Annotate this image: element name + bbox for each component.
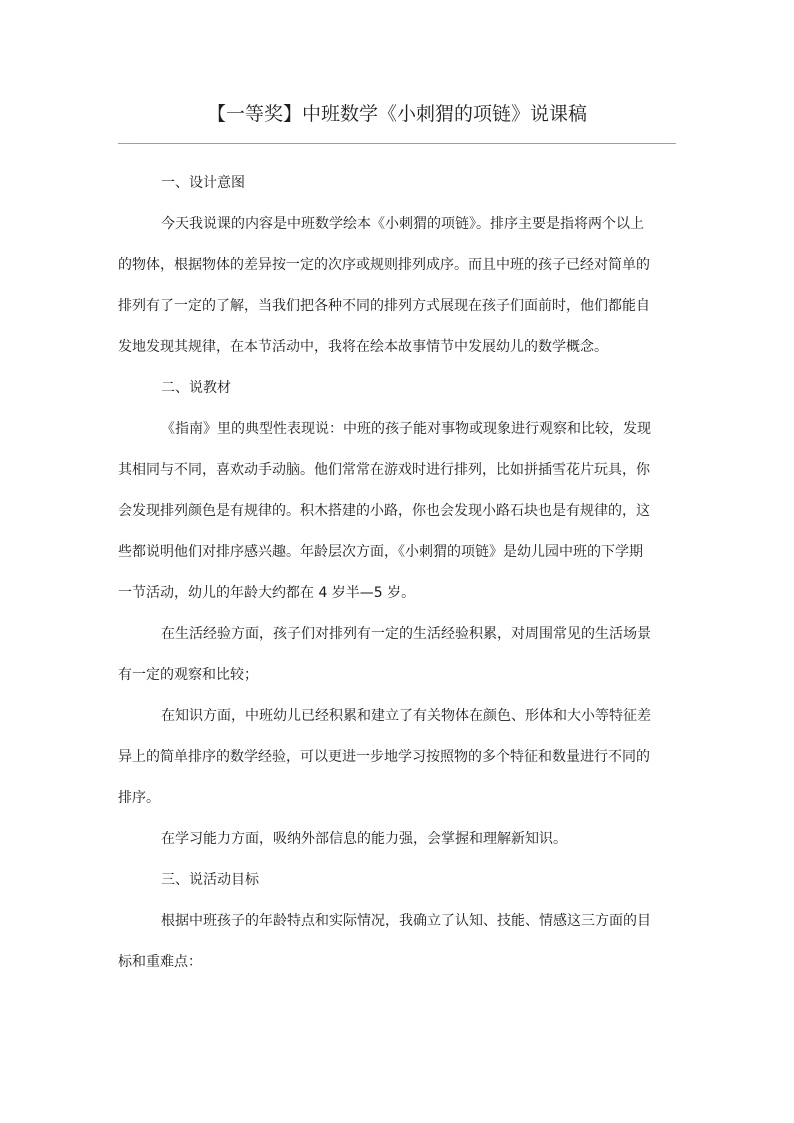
text-line: 的物体，根据物体的差异按一定的次序或规则排列成序。而且中班的孩子已经对简单的 <box>118 257 650 273</box>
document-body <box>118 163 678 983</box>
section-heading <box>118 163 678 204</box>
section-heading <box>118 860 678 901</box>
paragraph <box>118 409 678 614</box>
text-line: 标和重难点： <box>118 954 202 970</box>
title-divider <box>118 143 676 144</box>
text-line: 发地发现其规律，在本节活动中，我将在绘本故事情节中发展幼儿的数学概念。 <box>118 339 608 355</box>
text-line: 根据中班孩子的年龄特点和实际情况，我确立了认知、技能、情感这三方面的目 <box>161 913 651 929</box>
text-line: 排列有了一定的了解，当我们把各种不同的排列方式展现在孩子们面前时，他们都能自 <box>118 298 650 314</box>
text-line: 二、说教材 <box>161 380 231 396</box>
text-line: 在知识方面，中班幼儿已经积累和建立了有关物体在颜色、形体和大小等特征差 <box>161 708 651 724</box>
section-heading <box>118 368 678 409</box>
text-line: 有一定的观察和比较； <box>118 667 258 683</box>
document-title: 【一等奖】中班数学《小刺猬的项链》说课稿 <box>206 103 587 125</box>
paragraph <box>118 901 678 983</box>
text-line: 些都说明他们对排序感兴趣。年龄层次方面，《小刺猬的项链》是幼儿园中班的下学期 <box>118 544 643 560</box>
paragraph <box>118 204 678 368</box>
paragraph <box>118 819 678 860</box>
text-line: 今天我说课的内容是中班数学绘本《小刺猬的项链》。排序主要是指将两个以上 <box>161 216 644 232</box>
text-line: 异上的简单排序的数学经验，可以更进一步地学习按照物的多个特征和数量进行不同的 <box>118 749 650 765</box>
paragraph <box>118 696 678 819</box>
text-line: 一节活动，幼儿的年龄大约都在 4 岁半—5 岁。 <box>118 585 416 601</box>
text-line: 一、设计意图 <box>161 175 245 191</box>
paragraph <box>118 614 678 696</box>
text-line: 排序。 <box>118 790 160 806</box>
text-line: 三、说活动目标 <box>161 872 259 888</box>
text-line: 其相同与不同，喜欢动手动脑。他们常常在游戏时进行排列，比如拼插雪花片玩具，你 <box>118 462 650 478</box>
text-line: 在生活经验方面，孩子们对排列有一定的生活经验积累，对周围常见的生活场景 <box>161 626 651 642</box>
text-line: 在学习能力方面，吸纳外部信息的能力强，会掌握和理解新知识。 <box>161 831 567 847</box>
text-line: 会发现排列颜色是有规律的。积木搭建的小路，你也会发现小路石块也是有规律的，这 <box>118 503 650 519</box>
text-line: 《指南》里的典型性表现说：中班的孩子能对事物或现象进行观察和比较，发现 <box>161 421 651 437</box>
